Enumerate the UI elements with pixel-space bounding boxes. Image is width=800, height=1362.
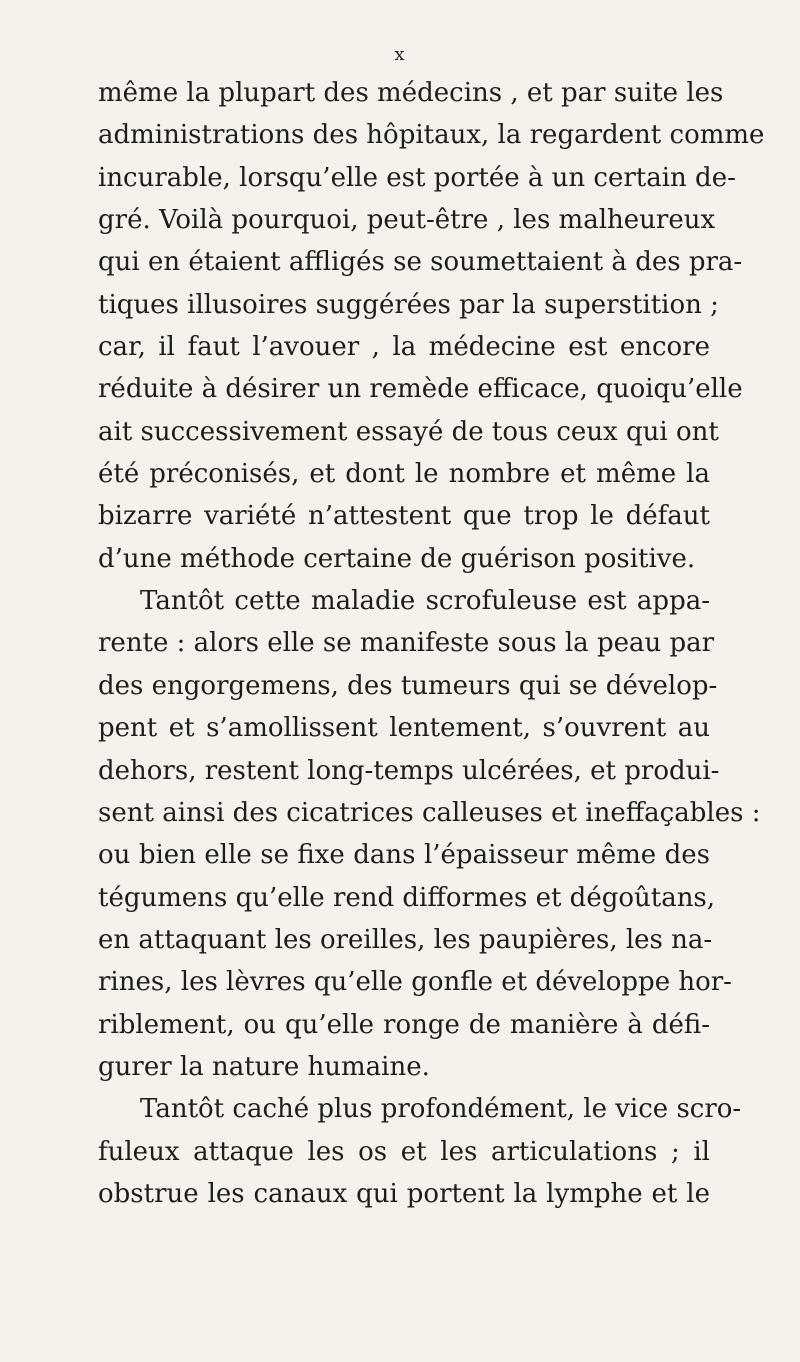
text-line: pent et s’amollissent lentement, s’ouvrent au bbox=[98, 713, 710, 744]
text-line: tiques illusoires suggérées par la superstition ; bbox=[98, 289, 719, 320]
text-line: été préconisés, et dont le nombre et même la bbox=[98, 459, 710, 490]
text-line: tégumens qu’elle rend difformes et dégoûtans, bbox=[98, 882, 716, 913]
text-line: gré. Voilà pourquoi, peut-être , les malheureux bbox=[98, 205, 716, 236]
text-line: incurable, lorsqu’elle est portée à un certain de- bbox=[98, 162, 736, 193]
body-text bbox=[98, 72, 765, 1215]
text-line: des engorgemens, des tumeurs qui se dévelop- bbox=[98, 670, 718, 701]
text-line: rines, les lèvres qu’elle gonfle et développe hor- bbox=[98, 967, 732, 998]
text-line: ou bien elle se fixe dans l’épaisseur même des bbox=[98, 840, 710, 871]
text-line: administrations des hôpitaux, la regardent comme bbox=[98, 120, 765, 151]
text-line: Tantôt caché plus profondément, le vice scro- bbox=[140, 1094, 742, 1125]
text-line: gurer la nature humaine. bbox=[98, 1051, 430, 1082]
text-line: obstrue les canaux qui portent la lymphe et le bbox=[98, 1178, 710, 1209]
text-line: dehors, restent long-temps ulcérées, et produi- bbox=[98, 755, 720, 786]
text-line: qui en étaient affligés se soumettaient à des pra- bbox=[98, 247, 743, 278]
text-line: rente : alors elle se manifeste sous la peau par bbox=[98, 628, 715, 659]
text-line: fuleux attaque les os et les articulations ; il bbox=[98, 1136, 710, 1167]
text-line: bizarre variété n’attestent que trop le défaut bbox=[98, 501, 710, 532]
page-number: x bbox=[394, 44, 406, 65]
text-line: en attaquant les oreilles, les paupières, les na- bbox=[98, 924, 713, 955]
text-line: d’une méthode certaine de guérison positive. bbox=[98, 543, 696, 574]
text-line: réduite à désirer un remède efficace, quoiqu’elle bbox=[98, 374, 743, 405]
text-line: Tantôt cette maladie scrofuleuse est appa- bbox=[140, 586, 710, 617]
text-line: car, il faut l’avouer , la médecine est encore bbox=[98, 332, 710, 363]
text-line: ait successivement essayé de tous ceux qui ont bbox=[98, 416, 719, 447]
text-line: même la plupart des médecins , et par suite les bbox=[98, 78, 724, 108]
text-line: riblement, ou qu’elle ronge de manière à défi- bbox=[98, 1009, 710, 1040]
text-line: sent ainsi des cicatrices calleuses et ineffaçables : bbox=[98, 797, 761, 828]
